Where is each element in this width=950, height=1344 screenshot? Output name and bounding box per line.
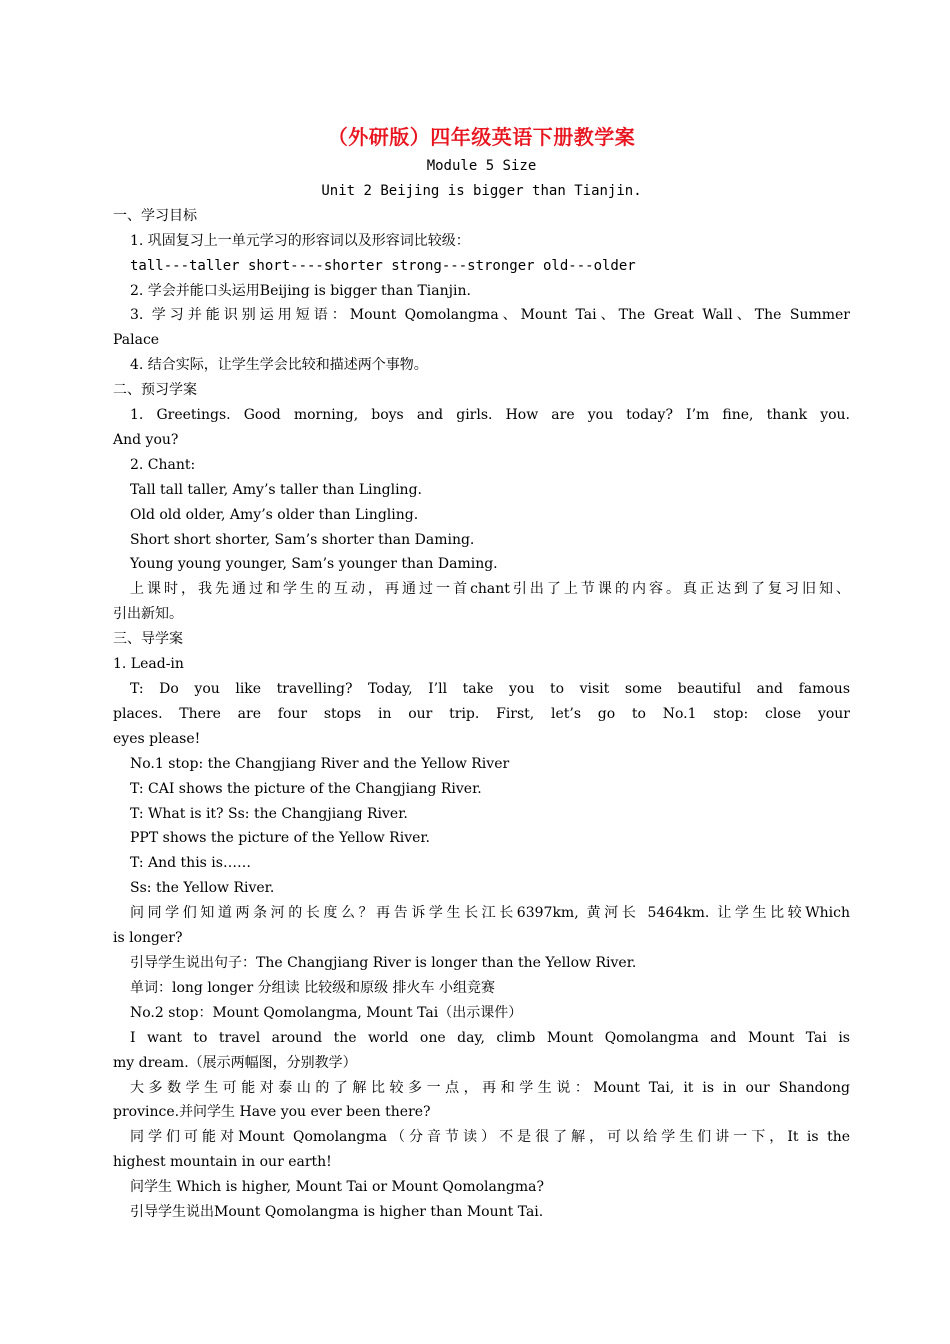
text-line: Palace — [113, 332, 160, 349]
text-line: is longer? — [113, 930, 183, 947]
text-line: 上课时，我先通过和学生的互动，再通过一首chant引出了上节课的内容。真正达到了复习旧知、 — [130, 581, 850, 598]
text-line: 1. Lead-in — [113, 656, 184, 673]
text-line: 1. Greetings. Good morning, boys and girls. How are you today? I’m fine, thank you. — [130, 407, 850, 424]
text-line: 一、学习目标 — [113, 207, 197, 224]
text-line: 4. 结合实际，让学生学会比较和描述两个事物。 — [130, 357, 428, 374]
text-line: 问学生 Which is higher, Mount Tai or Mount Qomolangma? — [130, 1179, 544, 1196]
text-line: Tall tall taller, Amy’s taller than Lingling. — [130, 481, 422, 498]
text-line: T: What is it? Ss: the Changjiang River. — [130, 805, 408, 822]
text-line: T: Do you like travelling? Today, I’ll take you to visit some beautiful and famous — [130, 681, 850, 697]
document-body — [113, 204, 850, 1225]
text-line: 引出新知。 — [113, 606, 183, 623]
text-line: No.1 stop: the Changjiang River and the Yellow River — [130, 755, 510, 772]
text-line: 单词：long longer 分组读 比较级和原级 排火车 小组竞赛 — [130, 979, 495, 996]
text-line: 同学们可能对Mount Qomolangma（分音节读）不是很了解，可以给学生们讲一下，It is the — [130, 1129, 850, 1146]
text-line: 大多数学生可能对泰山的了解比较多一点，再和学生说：Mount Tai, it is in our Shandong — [130, 1079, 850, 1096]
text-line: places. There are four stops in our trip. First, let’s go to No.1 stop: close your — [113, 705, 850, 722]
module-heading: Module 5 Size — [426, 158, 537, 174]
text-line: No.2 stop：Mount Qomolangma, Mount Tai（出示课件） — [130, 1004, 523, 1021]
text-line: T: CAI shows the picture of the Changjiang River. — [130, 780, 482, 797]
text-line: highest mountain in our earth! — [113, 1154, 332, 1171]
text-line: I want to travel around the world one day, climb Mount Qomolangma and Mount Tai is — [130, 1029, 850, 1046]
text-line: And you? — [113, 431, 179, 448]
document-page — [113, 120, 850, 1225]
text-line: 引导学生说出句子：The Changjiang River is longer than the Yellow River. — [130, 954, 637, 971]
text-line: Ss: the Yellow River. — [130, 880, 275, 897]
text-line: 三、导学案 — [113, 631, 183, 648]
text-line: 2. 学会并能口头运用Beijing is bigger than Tianjin. — [130, 282, 471, 299]
text-line: province.并问学生 Have you ever been there? — [113, 1104, 431, 1121]
text-line: Young young younger, Sam’s younger than Daming. — [130, 556, 498, 573]
text-line: PPT shows the picture of the Yellow River. — [130, 830, 430, 847]
text-line: 引导学生说出Mount Qomolangma is higher than Mount Tai. — [130, 1204, 544, 1221]
text-line: Short short shorter, Sam’s shorter than Daming. — [130, 531, 475, 548]
text-line: T: And this is…… — [130, 855, 251, 872]
text-line: my dream.（展示两幅图，分别教学） — [113, 1054, 357, 1071]
unit-heading: Unit 2 Beijing is bigger than Tianjin. — [321, 182, 642, 199]
text-line: tall---taller short----shorter strong---stronger old---older — [130, 257, 636, 274]
text-line: 二、预习学案 — [113, 382, 197, 399]
text-line: 3. 学习并能识别运用短语：Mount Qomolangma、Mount Tai、The Great Wall、The Summer — [130, 307, 850, 324]
text-line: eyes please! — [113, 730, 201, 747]
text-line: Old old older, Amy’s older than Lingling. — [130, 506, 419, 523]
document-title: （外研版）四年级英语下册教学案 — [327, 125, 636, 149]
text-line: 2. Chant: — [130, 456, 196, 473]
text-line: 问同学们知道两条河的长度么？再告诉学生长江长6397km, 黄河长 5464km. 让学生比较Which — [130, 905, 850, 922]
text-line: 1. 巩固复习上一单元学习的形容词以及形容词比较级： — [130, 232, 470, 249]
